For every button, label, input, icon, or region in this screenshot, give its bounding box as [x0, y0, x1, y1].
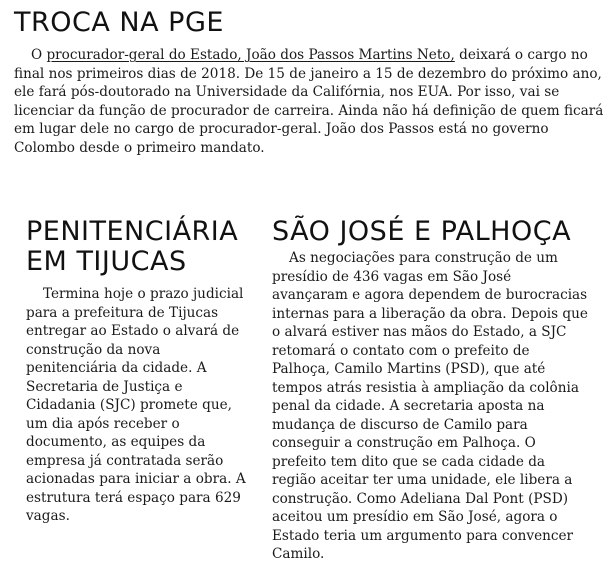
- article-sao-jose-e-palhoca: [272, 249, 590, 564]
- headline-troca-na-pge: TROCA NA PGE: [14, 7, 224, 38]
- highlighted-name: procurador-geral do Estado, João dos Passos Martins Neto,: [46, 47, 455, 63]
- headline-line-2: EM TIJUCAS: [26, 246, 187, 277]
- article-text: Termina hoje o prazo judicial para a prefeitura de Tijucas entregar ao Estado o alvará de construção da nova penitenciária da cidade. A Secretaria de Justiça e Cidadania (SJC) promete que, um dia após receber o documento, as equipes da empresa já contratada serão acionadas para iniciar a obra. A estrutura terá espaço para 629 vagas.: [26, 286, 246, 524]
- article-text: As negociações para construção de um presídio de 436 vagas em São José avançaram e agora dependem de burocracias internas para a liberação da obra. Depois que o alvará estiver nas mãos do Estado, a SJC retomará o contato com o prefeito de Palhoça, Camilo Martins (PSD), que até tempos atrás resistia à ampliação da colônia penal da cidade. A secretaria aposta na mudança de discurso de Camilo para conseguir a construção em Palhoça. O prefeito tem dito que se cada cidade da região aceitar ter uma unidade, ele libera a construção. Como Adeliana Dal Pont (PSD) aceitou um presídio em São José, agora o Estado teria um argumento para convencer Camilo.: [272, 250, 588, 562]
- article-text-start: O: [31, 47, 47, 63]
- headline-line-1: PENITENCIÁRIA: [26, 216, 239, 247]
- article-troca-na-pge: [14, 46, 606, 157]
- headline-penitenciaria: [26, 217, 238, 277]
- article-text-rest: deixará o cargo no final nos primeiros dias de 2018. De 15 de janeiro a 15 de dezembro do próximo ano, ele fará pós-doutorado na Universidade da Califórnia, nos EUA. Por isso, vai se licenciar da função de procurador de carreira. Ainda não há definição de quem ficará em lugar dele no cargo de procurador-geral. João dos Passos está no governo Colombo desde o primeiro mandato.: [14, 47, 604, 156]
- headline-sao-jose-e-palhoca: SÃO JOSÉ E PALHOÇA: [272, 216, 572, 247]
- article-penitenciaria: [26, 285, 248, 526]
